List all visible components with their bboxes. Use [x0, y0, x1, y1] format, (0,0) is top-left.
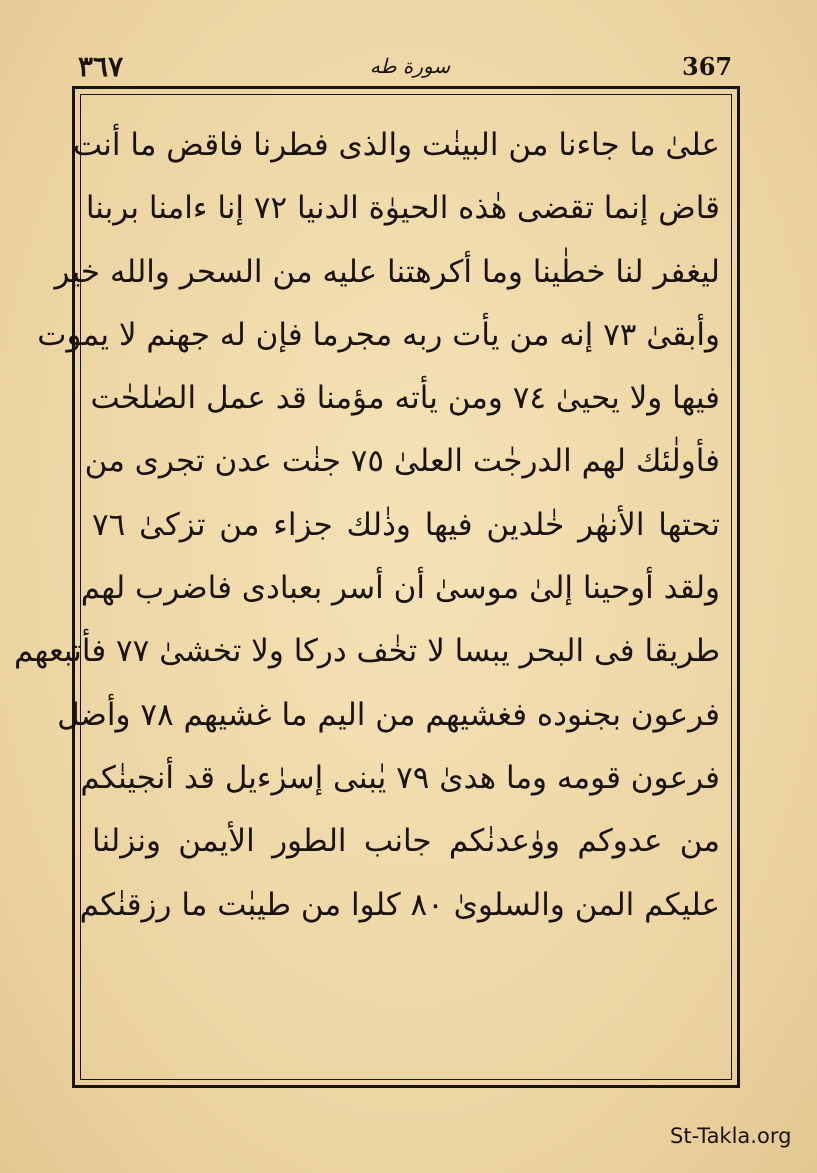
- text-line-12: من عدوكم ووٰعدنٰكم جانب الطور الأيمن ونزلنا: [92, 823, 720, 860]
- text-line-10: فرعون بجنوده فغشيهم من اليم ما غشيهم ٧٨ وأضل: [57, 696, 720, 733]
- page-number-latin: 367: [682, 52, 733, 81]
- text-line-11: فرعون قومه وما هدىٰ ٧٩ يٰبنى إسرٰءيل قد أنجينٰكم: [80, 759, 720, 796]
- page-header: [0, 50, 817, 90]
- text-line-9: طريقا فى البحر يبسا لا تخٰف دركا ولا تخشىٰ ٧٧ فأتبعهم: [14, 633, 720, 670]
- site-watermark: St-Takla.org: [670, 1124, 792, 1148]
- text-line-13: عليكم المن والسلوىٰ ٨٠ كلوا من طيبٰت ما رزقنٰكم: [79, 886, 720, 923]
- text-line-7: تحتها الأنهٰر خٰلدين فيها وذٰلك جزاء من تزكىٰ ٧٦: [92, 506, 720, 543]
- text-line-8: ولقد أوحينا إلىٰ موسىٰ أن أسر بعبادى فاضرب لهم: [80, 570, 720, 607]
- text-line-5: فيها ولا يحيىٰ ٧٤ ومن يأته مؤمنا قد عمل الصٰلحٰت: [90, 380, 720, 417]
- text-line-4: وأبقىٰ ٧٣ إنه من يأت ربه مجرما فإن له جهنم لا يموت: [37, 316, 720, 353]
- surah-title: سورة طه: [369, 54, 451, 78]
- page-number-arabic: ٣٦٧: [78, 50, 124, 83]
- text-block: [14, 114, 720, 1064]
- text-line-2: قاض إنما تقضى هٰذه الحيوٰة الدنيا ٧٢ إنا ءامنا بربنا: [85, 190, 720, 227]
- text-line-3: ليغفر لنا خطٰينا وما أكرهتنا عليه من السحر والله خير: [54, 253, 720, 290]
- text-line-1: علىٰ ما جاءنا من البينٰت والذى فطرنا فاقض ما أنت: [72, 127, 720, 163]
- text-line-6: فأولٰئك لهم الدرجٰت العلىٰ ٧٥ جنٰت عدن تجرى من: [84, 443, 720, 480]
